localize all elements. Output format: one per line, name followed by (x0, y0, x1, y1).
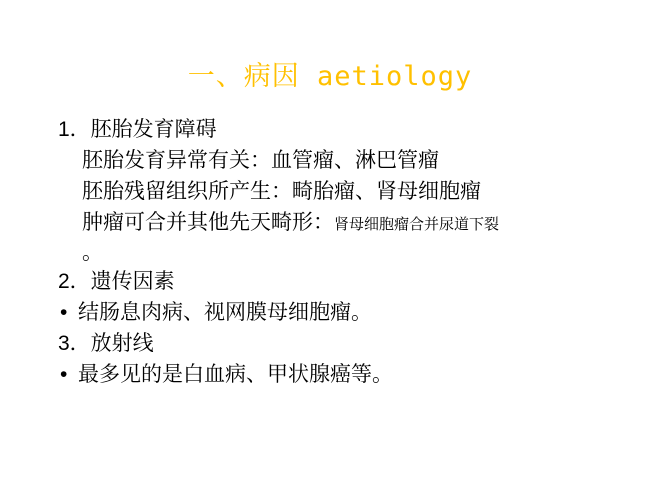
content-line-sub-1-3-wrap (58, 240, 638, 266)
line-text: 胚胎发育异常有关：血管瘤、淋巴管瘤 (82, 149, 439, 172)
bullet-icon: • (60, 363, 68, 386)
slide-body (58, 114, 638, 390)
line-text: 肿瘤可合并其他先天畸形： (82, 211, 334, 234)
line-text: 最多见的是白血病、甲状腺癌等。 (78, 363, 393, 386)
content-line-sub-1-2 (58, 176, 638, 207)
line-text: 3．放射线 (58, 332, 154, 355)
slide-title: 一、病因 aetiology (187, 61, 473, 92)
content-line-item-1 (58, 114, 638, 145)
content-line-bullet-2 (58, 359, 638, 390)
line-text: 胚胎残留组织所产生：畸胎瘤、肾母细胞瘤 (82, 180, 481, 203)
line-text: 。 (82, 241, 103, 264)
content-line-sub-1-1 (58, 145, 638, 176)
line-text: 结肠息肉病、视网膜母细胞瘤。 (78, 301, 372, 324)
line-text: 1．胚胎发育障碍 (58, 118, 217, 141)
content-line-item-2 (58, 266, 638, 297)
content-line-item-3 (58, 328, 638, 359)
line-text-small: 肾母细胞瘤合并尿道下裂 (334, 216, 500, 233)
content-line-bullet-1 (58, 297, 638, 328)
bullet-icon: • (60, 301, 68, 324)
line-text: 2．遗传因素 (58, 270, 175, 293)
content-line-sub-1-3 (58, 207, 638, 240)
